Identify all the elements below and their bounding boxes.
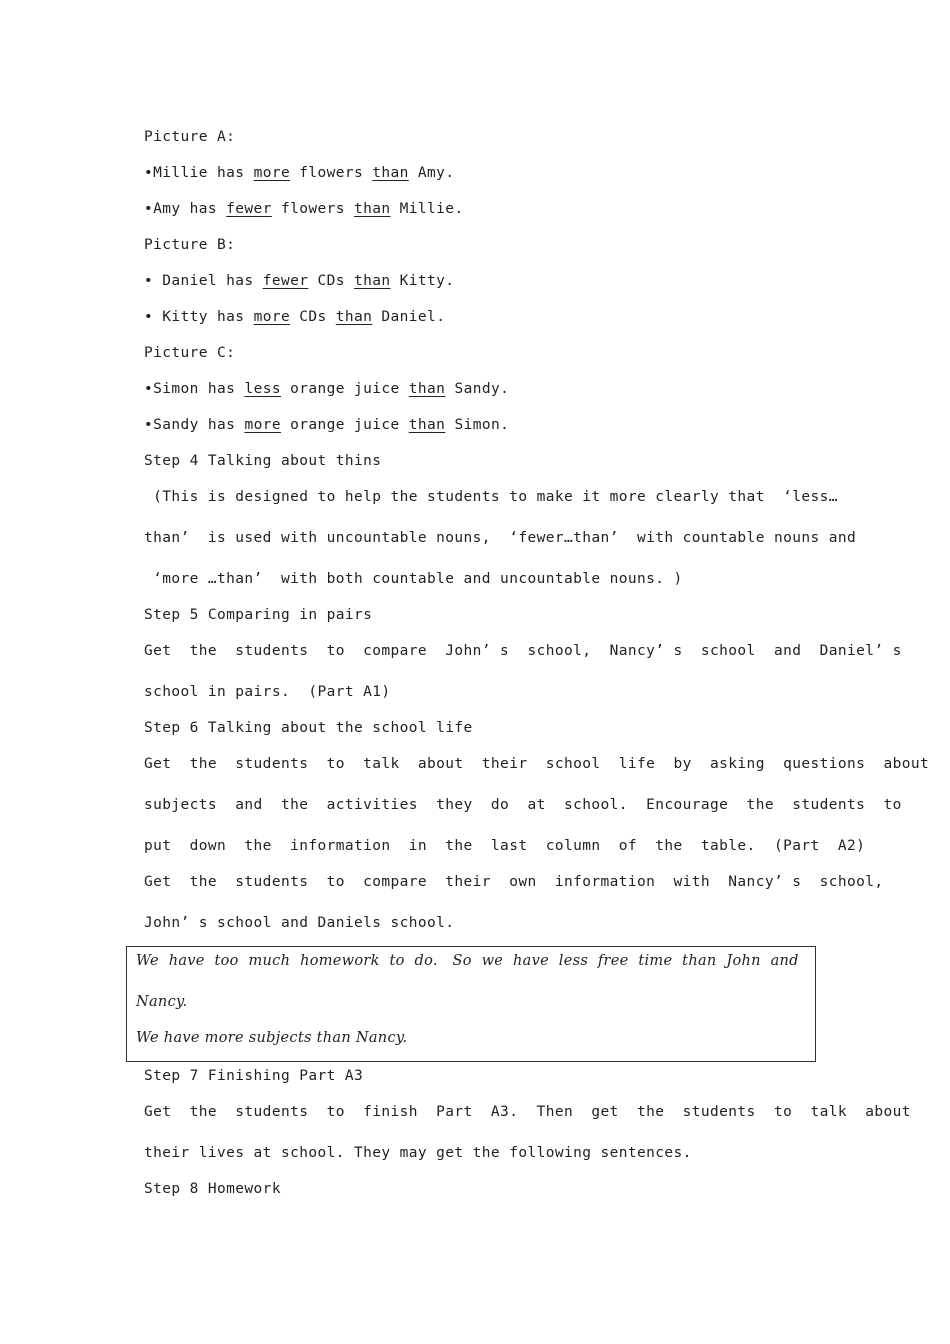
picture-c-sentence-1: •Simon has less orange juice than Sandy. <box>144 381 510 397</box>
step-4-text-line: (This is designed to help the students to make it more clearly that ‘less… <box>144 489 838 505</box>
example-sentence: We have too much homework to do. So we have less free time than John and <box>136 953 799 969</box>
step-6-heading: Step 6 Talking about the school life <box>144 720 473 736</box>
picture-a-heading: Picture A: <box>144 129 236 145</box>
picture-a-sentence-1: •Millie has more flowers than Amy. <box>144 165 455 181</box>
picture-b-sentence-1: • Daniel has fewer CDs than Kitty. <box>144 273 455 289</box>
step-4-text-line: than’ is used with uncountable nouns, ‘fewer…than’ with countable nouns and <box>144 530 857 546</box>
step-6-text-line: Get the students to compare their own information with Nancy’ s school, <box>144 874 884 890</box>
picture-a-sentence-2: •Amy has fewer flowers than Millie. <box>144 201 464 217</box>
step-5-text-line: Get the students to compare John’ s school, Nancy’ s school and Daniel’ s <box>144 643 902 659</box>
step-4-heading: Step 4 Talking about thins <box>144 453 382 469</box>
step-8-heading: Step 8 Homework <box>144 1181 281 1197</box>
step-6-text-line: John’ s school and Daniels school. <box>144 915 455 931</box>
step-6-text-line: Get the students to talk about their school life by asking questions about <box>144 756 930 772</box>
example-sentences-box <box>126 946 816 1062</box>
step-7-heading: Step 7 Finishing Part A3 <box>144 1068 364 1084</box>
step-5-heading: Step 5 Comparing in pairs <box>144 607 373 623</box>
picture-b-sentence-2: • Kitty has more CDs than Daniel. <box>144 309 446 325</box>
step-5-text-line: school in pairs. (Part A1) <box>144 684 391 700</box>
step-4-text-line: ‘more …than’ with both countable and uncountable nouns. ) <box>144 571 683 587</box>
picture-c-heading: Picture C: <box>144 345 236 361</box>
step-6-text-line: put down the information in the last column of the table. (Part A2) <box>144 838 866 854</box>
picture-b-heading: Picture B: <box>144 237 236 253</box>
picture-c-sentence-2: •Sandy has more orange juice than Simon. <box>144 417 510 433</box>
step-7-text-line: their lives at school. They may get the following sentences. <box>144 1145 692 1161</box>
example-sentence: We have more subjects than Nancy. <box>136 1030 408 1046</box>
step-7-text-line: Get the students to finish Part A3. Then get the students to talk about <box>144 1104 911 1120</box>
step-6-text-line: subjects and the activities they do at school. Encourage the students to <box>144 797 902 813</box>
example-sentence: Nancy. <box>136 994 188 1010</box>
